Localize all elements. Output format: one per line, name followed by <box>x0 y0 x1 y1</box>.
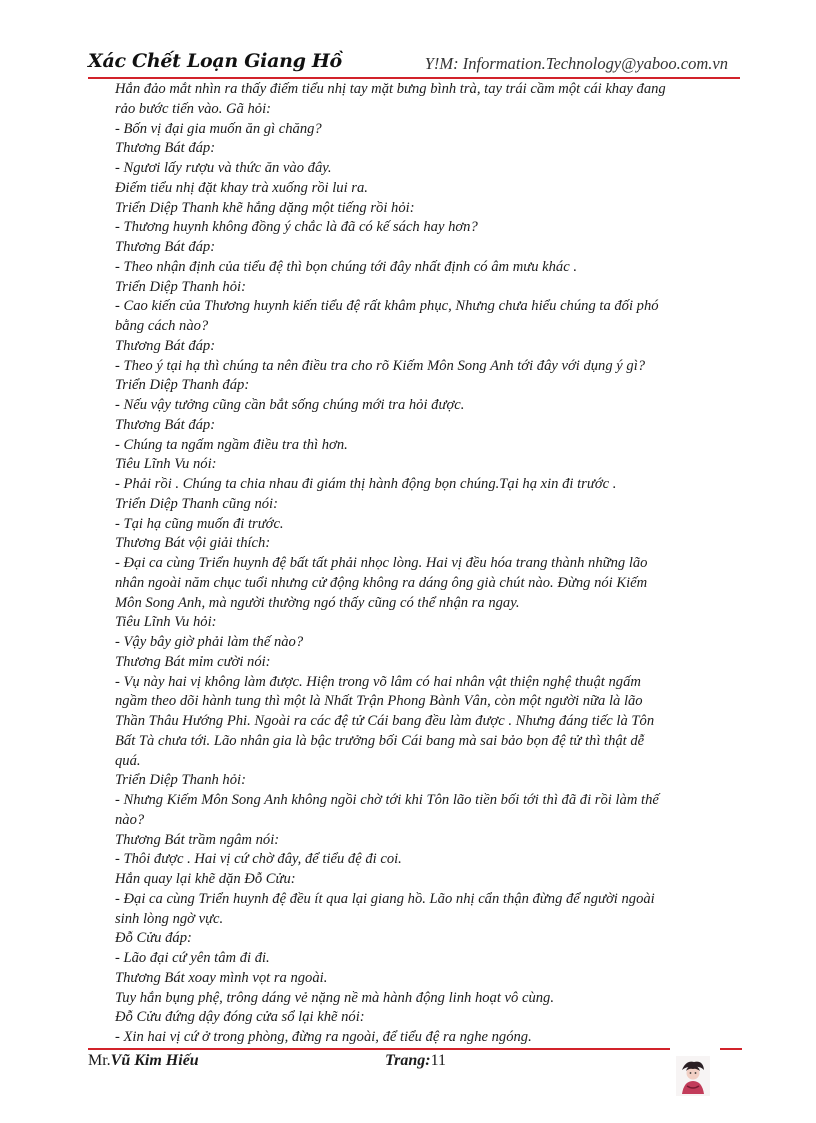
text-line: quá. <box>115 752 141 769</box>
text-line: Triển Diệp Thanh hỏi: <box>115 772 246 789</box>
text-line: Thần Thâu Hướng Phi. Ngoài ra các đệ tử Cái bang đều làm được . Nhưng đáng tiếc là Tôn <box>115 713 655 729</box>
text-line: Môn Song Anh, mà người thường ngó thấy cũng có thể nhận ra ngay. <box>115 594 520 611</box>
text-line: Triển Diệp Thanh cũng nói: <box>115 495 278 512</box>
document-body <box>115 80 725 1048</box>
text-line: - Phải rồi . Chúng ta chia nhau đi giám thị hành động bọn chúng.Tại hạ xin đi trước . <box>115 476 617 492</box>
text-line: Triển Diệp Thanh khẽ hắng dặng một tiếng rồi hỏi: <box>115 199 415 216</box>
text-line: - Nhưng Kiếm Môn Song Anh không ngồi chờ tới khi Tôn lão tiền bối tới thì đã đi rồi làm thế <box>115 792 659 808</box>
text-line: Thương Bát xoay mình vọt ra ngoài. <box>115 969 328 986</box>
text-line: Triển Diệp Thanh hỏi: <box>115 278 246 295</box>
footer-divider-short <box>720 1048 742 1050</box>
text-line: Thương Bát đáp: <box>115 416 216 433</box>
text-line: - Cao kiến của Thương huynh kiến tiểu đệ rất khâm phục, Nhưng chưa hiểu chúng ta đối phó <box>115 298 659 315</box>
text-line: - Bốn vị đại gia muốn ăn gì chăng? <box>115 120 322 137</box>
text-line: - Vậy bây giờ phải làm thế nào? <box>115 634 304 650</box>
text-line: Tiêu Lĩnh Vu nói: <box>115 456 217 473</box>
text-line: - Nếu vậy tưởng cũng cần bắt sống chúng mới tra hỏi được. <box>115 397 465 413</box>
author-prefix: Mr. <box>88 1052 111 1069</box>
text-line: Đỗ Cửu đứng dậy đóng cửa sổ lại khẽ nói: <box>115 1009 365 1026</box>
text-line: Hắn quay lại khẽ dặn Đỗ Cửu: <box>115 871 296 887</box>
text-line: Tuy hắn bụng phệ, trông dáng vẻ nặng nề mà hành động linh hoạt vô cùng. <box>115 989 554 1006</box>
text-line: - Chúng ta ngấm ngầm điều tra thì hơn. <box>115 436 348 453</box>
text-line: - Đại ca cùng Triển huynh đệ bất tất phải nhọc lòng. Hai vị đều hóa trang thành những lão <box>115 555 648 571</box>
text-line: Thương Bát đáp: <box>115 337 216 354</box>
text-line: ngầm theo dõi hành tung thì một là Nhất Trận Phong Bành Vân, còn một người nữa là lão <box>115 693 643 710</box>
text-line: - Thương huynh không đồng ý chắc là đã có kế sách hay hơn? <box>115 219 478 236</box>
text-line: - Tại hạ cũng muốn đi trước. <box>115 515 284 532</box>
text-line: rảo bước tiến vào. Gã hỏi: <box>115 100 271 117</box>
text-line: - Lão đại cứ yên tâm đi đi. <box>115 950 270 966</box>
text-line: - Thôi được . Hai vị cứ chờ đây, để tiểu đệ đi coi. <box>115 851 402 868</box>
text-line: - Ngươi lấy rượu và thức ăn vào đây. <box>115 160 332 176</box>
text-line: Triển Diệp Thanh đáp: <box>115 377 250 394</box>
footer-divider <box>88 1048 670 1050</box>
text-line: - Theo nhận định của tiểu đệ thì bọn chúng tới đây nhất định có âm mưu khác . <box>115 258 578 275</box>
text-line: Thương Bát mỉm cười nói: <box>115 653 271 670</box>
footer-page <box>385 1052 446 1070</box>
text-line: Thương Bát đáp: <box>115 239 216 255</box>
text-line: Thương Bát trầm ngâm nói: <box>115 831 280 848</box>
text-line: - Đại ca cùng Triển huynh đệ đều ít qua lại giang hồ. Lão nhị cẩn thận đừng để người ngoài <box>115 890 655 907</box>
text-line: Điếm tiểu nhị đặt khay trà xuống rồi lui ra. <box>115 179 368 196</box>
text-line: bằng cách nào? <box>115 318 209 334</box>
page-header <box>88 50 728 78</box>
text-line: Thương Bát đáp: <box>115 140 216 157</box>
text-line: Tiêu Lĩnh Vu hỏi: <box>115 614 217 631</box>
text-line: Thương Bát vội giải thích: <box>115 535 271 552</box>
author-name: Vũ Kim Hiếu <box>110 1052 199 1069</box>
text-line: - Theo ý tại hạ thì chúng ta nên điều tra cho rõ Kiếm Môn Song Anh tới đây với dụng ý gì? <box>115 357 646 374</box>
book-title: Xác Chết Loạn Giang Hồ <box>88 50 342 72</box>
page-number: 11 <box>430 1052 447 1069</box>
text-line: - Xin hai vị cứ ở trong phòng, đừng ra ngoài, để tiểu đệ ra nghe ngóng. <box>115 1029 532 1045</box>
text-line: nào? <box>115 811 145 828</box>
text-line: Bất Tà chưa tới. Lão nhân gia là bậc trưởng bối Cái bang mà sai bảo bọn đệ tử thì thật dễ <box>115 732 645 749</box>
contact-email: Y!M: Information.Technology@yaboo.com.vn <box>424 54 728 73</box>
text-line: sinh lòng ngờ vực. <box>115 910 224 927</box>
page-label: Trang: <box>385 1052 431 1069</box>
text-line: Hắn đảo mắt nhìn ra thấy điếm tiểu nhị tay mặt bưng bình trà, tay trái cầm một cái khay đang <box>115 81 666 97</box>
avatar-icon <box>676 1056 710 1096</box>
footer-author <box>88 1052 199 1070</box>
header-divider <box>88 77 740 79</box>
text-line: nhân ngoài năm chục tuổi nhưng cử động không ra dáng ông già chút nào. Đừng nói Kiếm <box>115 574 648 591</box>
text-line: - Vụ này hai vị không làm được. Hiện trong võ lâm có hai nhân vật thiện nghệ thuật ngấm <box>115 673 641 690</box>
text-line: Đỗ Cửu đáp: <box>115 930 192 947</box>
